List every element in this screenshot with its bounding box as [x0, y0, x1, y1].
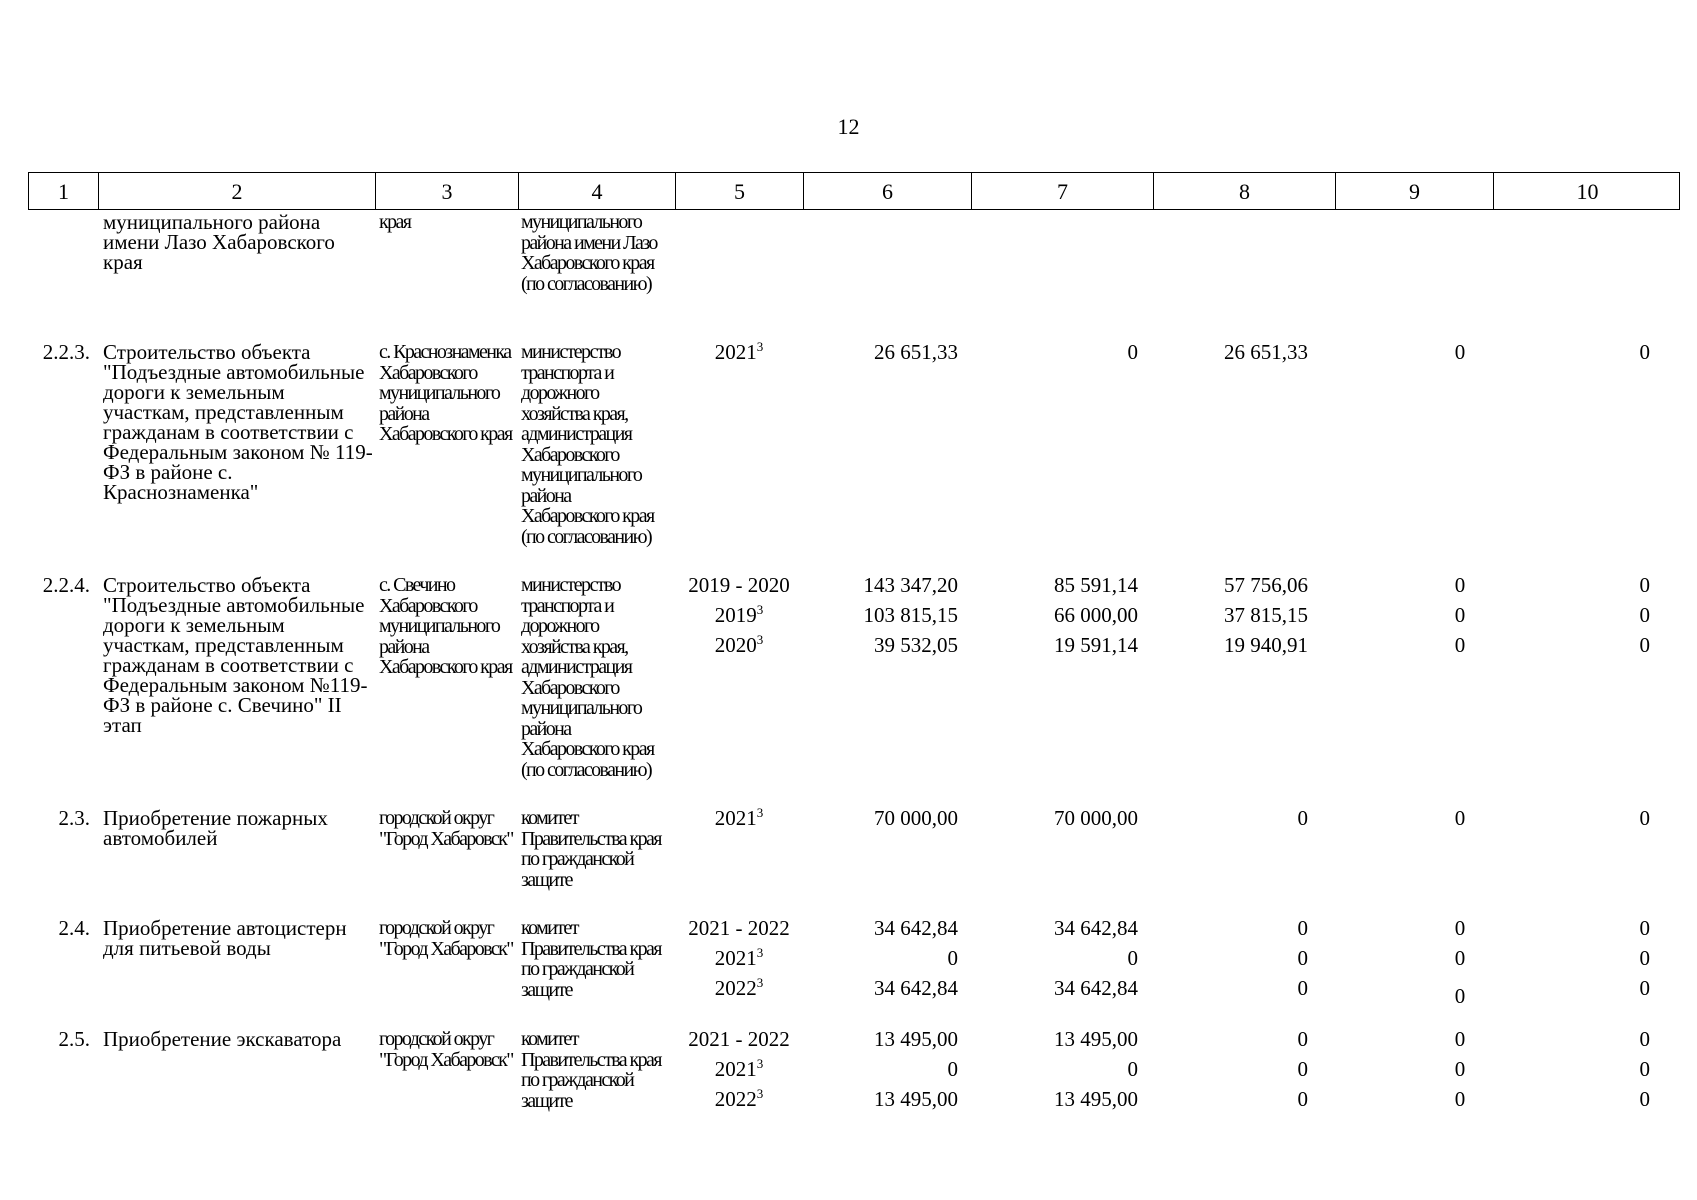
period-year: 2021 - 2022	[688, 916, 790, 940]
amount-col-7: 0	[1127, 340, 1138, 364]
period-year: 2020	[714, 633, 757, 657]
period-year: 2021	[714, 340, 757, 364]
period-year: 2022	[714, 976, 757, 1000]
carry-over-name: муниципального района имени Лазо Хабаровского края	[103, 210, 335, 274]
amount-col-7: 70 000,00	[1054, 806, 1138, 830]
carry-over-location: края	[379, 211, 411, 233]
amount-col-7: 19 591,14	[1054, 633, 1138, 657]
period-cell	[675, 975, 803, 1000]
header-col-10: 10	[1576, 179, 1599, 204]
period-footnote-mark: 3	[756, 602, 764, 617]
header-col-1: 1	[29, 173, 99, 209]
amount-col-10: 0	[1639, 340, 1650, 364]
amount-col-6: 103 815,15	[863, 603, 958, 627]
row-location: городской округ "Город Хабаровск"	[379, 807, 513, 850]
amount-col-6: 143 347,20	[863, 573, 958, 597]
period-year: 2021	[714, 806, 757, 830]
carry-over-executor: муниципального района имени Лазо Хабаровского края (по согласованию)	[521, 211, 657, 295]
amount-col-8: 57 756,06	[1224, 573, 1308, 597]
period-year: 2021	[714, 946, 757, 970]
row-name: Приобретение пожарных автомобилей	[103, 806, 328, 850]
row-name: Приобретение экскаватора	[103, 1027, 342, 1051]
header-col-9: 9	[1336, 173, 1494, 209]
amount-col-8: 0	[1297, 976, 1308, 1000]
row-number: 2.5.	[58, 1027, 90, 1051]
period-cell	[675, 1029, 803, 1049]
amount-col-10: 0	[1639, 633, 1650, 657]
period-cell	[675, 945, 803, 970]
amount-col-6: 34 642,84	[874, 976, 958, 1000]
header-col-6: 6	[804, 173, 972, 209]
period-footnote-mark: 3	[756, 805, 764, 820]
amount-col-9: 0	[1454, 1027, 1466, 1051]
amount-col-7: 34 642,84	[1054, 916, 1138, 940]
period-cell	[675, 918, 803, 938]
amount-col-7: 0	[1127, 1057, 1138, 1081]
amount-col-10: 0	[1639, 1087, 1650, 1111]
amount-col-8: 0	[1297, 1087, 1308, 1111]
period-cell	[675, 1086, 803, 1111]
amount-col-10: 0	[1639, 603, 1650, 627]
amount-col-10: 0	[1639, 1027, 1650, 1051]
header-col-7: 7	[972, 173, 1154, 209]
amount-col-8: 0	[1297, 1027, 1308, 1051]
period-cell	[675, 602, 803, 627]
period-year: 2021 - 2022	[688, 1027, 790, 1051]
row-name: Строительство объекта "Подъездные автомобильные дороги к земельным участкам, представленным гражданам в соответствии с Федеральным законом №119-ФЗ в районе с. Свечино" II этап	[103, 573, 368, 737]
row-executor: министерство транспорта и дорожного хозяйства края, администрация Хабаровского муниципального района Хабаровского края (по согласованию)	[521, 341, 654, 548]
amount-col-6: 70 000,00	[874, 806, 958, 830]
period-year: 2022	[714, 1087, 757, 1111]
header-col-3: 3	[376, 173, 519, 209]
header-col-2: 2	[99, 173, 376, 209]
period-footnote-mark: 3	[756, 1086, 764, 1101]
period-footnote-mark: 3	[756, 945, 764, 960]
amount-col-6: 0	[947, 946, 958, 970]
amount-col-10: 0	[1639, 946, 1650, 970]
amount-col-7: 0	[1127, 946, 1138, 970]
row-location: городской округ "Город Хабаровск"	[379, 1028, 513, 1071]
period-cell	[675, 575, 803, 595]
row-number: 2.2.3.	[42, 340, 90, 364]
amount-col-7: 85 591,14	[1054, 573, 1138, 597]
period-footnote-mark: 3	[756, 339, 764, 354]
amount-col-9: 0	[1454, 603, 1466, 627]
amount-col-10: 0	[1639, 916, 1650, 940]
row-executor: комитет Правительства края по гражданской защите	[521, 807, 661, 891]
amount-col-9: 0	[1454, 633, 1466, 657]
amount-col-8: 26 651,33	[1224, 340, 1308, 364]
amount-col-6: 26 651,33	[874, 340, 958, 364]
amount-col-9: 0	[1454, 946, 1466, 970]
amount-col-9: 0	[1454, 916, 1466, 940]
amount-col-7: 34 642,84	[1054, 976, 1138, 1000]
amount-col-10: 0	[1639, 976, 1650, 1000]
amount-col-8: 0	[1297, 1057, 1308, 1081]
amount-col-9: 0	[1454, 806, 1466, 830]
row-location: с. Краснознаменка Хабаровского муниципального района Хабаровского края	[379, 341, 512, 445]
amount-col-7: 13 495,00	[1054, 1087, 1138, 1111]
amount-col-8: 0	[1297, 806, 1308, 830]
amount-col-10: 0	[1639, 573, 1650, 597]
period-cell	[675, 805, 803, 830]
period-footnote-mark: 3	[756, 632, 764, 647]
row-name: Строительство объекта "Подъездные автомобильные дороги к земельным участкам, представленным гражданам в соответствии с Федеральным законом № 119-ФЗ в районе с. Краснознаменка"	[103, 340, 373, 504]
period-year: 2019	[714, 603, 757, 627]
header-col-8: 8	[1154, 173, 1336, 209]
header-col-4: 4	[519, 173, 676, 209]
amount-col-6: 13 495,00	[874, 1087, 958, 1111]
row-executor: министерство транспорта и дорожного хозяйства края, администрация Хабаровского муниципального района Хабаровского края (по согласованию)	[521, 574, 654, 781]
row-executor: комитет Правительства края по гражданской защите	[521, 917, 661, 1001]
amount-col-8: 0	[1297, 916, 1308, 940]
amount-col-10: 0	[1639, 806, 1650, 830]
amount-col-6: 34 642,84	[874, 916, 958, 940]
amount-col-8: 37 815,15	[1224, 603, 1308, 627]
header-col-5: 5	[676, 173, 804, 209]
amount-col-6: 13 495,00	[874, 1027, 958, 1051]
amount-col-9: 0	[1454, 573, 1466, 597]
row-number: 2.3.	[58, 806, 90, 830]
amount-col-9: 0	[1454, 984, 1466, 1008]
period-year: 2019 - 2020	[688, 573, 790, 597]
amount-col-9: 0	[1454, 1057, 1466, 1081]
amount-col-10: 0	[1639, 1057, 1650, 1081]
row-executor: комитет Правительства края по гражданской защите	[521, 1028, 661, 1112]
amount-col-8: 0	[1297, 946, 1308, 970]
amount-col-7: 66 000,00	[1054, 603, 1138, 627]
row-number: 2.4.	[58, 916, 90, 940]
amount-col-9: 0	[1454, 340, 1466, 364]
period-footnote-mark: 3	[756, 975, 764, 990]
amount-col-7: 13 495,00	[1054, 1027, 1138, 1051]
row-name: Приобретение автоцистерн для питьевой воды	[103, 916, 347, 960]
amount-col-6: 39 532,05	[874, 633, 958, 657]
amount-col-8: 19 940,91	[1224, 633, 1308, 657]
row-location: с. Свечино Хабаровского муниципального района Хабаровского края	[379, 574, 512, 678]
row-number: 2.2.4.	[42, 573, 90, 597]
amount-col-9: 0	[1454, 1087, 1466, 1111]
row-location: городской округ "Город Хабаровск"	[379, 917, 513, 960]
table-header	[28, 172, 1680, 210]
period-year: 2021	[714, 1057, 757, 1081]
period-cell	[675, 1056, 803, 1081]
period-cell	[675, 339, 803, 364]
amount-col-6: 0	[947, 1057, 958, 1081]
period-cell	[675, 632, 803, 657]
period-footnote-mark: 3	[756, 1056, 764, 1071]
page-number: 12	[837, 114, 860, 139]
